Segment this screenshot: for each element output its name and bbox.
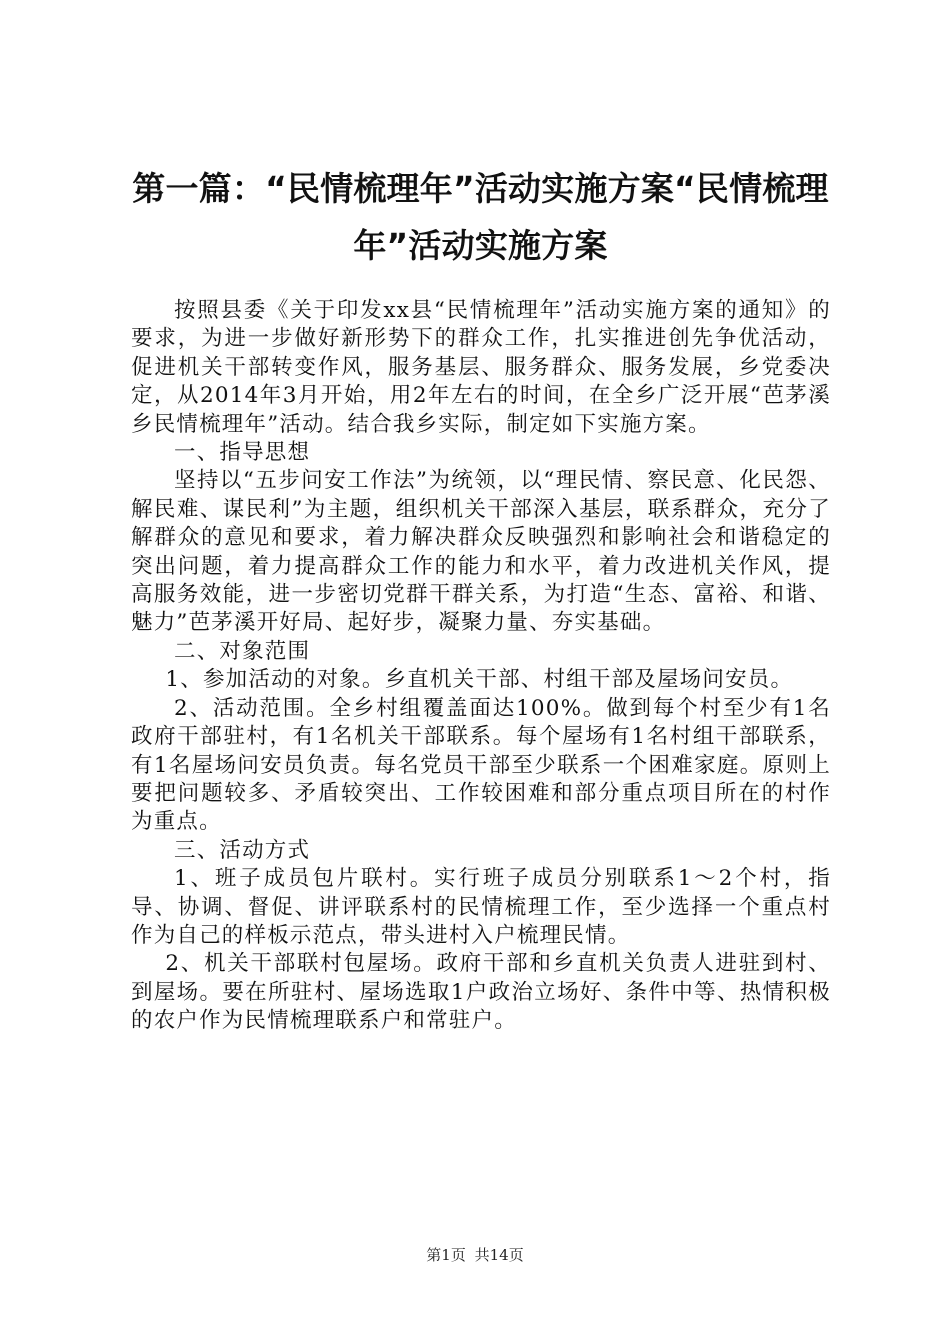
document-title: 第一篇：“民情梳理年”活动实施方案“民情梳理年”活动实施方案 [132, 169, 829, 265]
scope-item-2: 2、活动范围。全乡村组覆盖面达100%。做到每个村至少有1名政府干部驻村，有1名机关干部联系。每个屋场有1名村组干部联系，有1名屋场问安员负责。每名党员干部至少联系一个困难家庭。原则上要把问题较多、矛盾较突出、工作较困难和部分重点项目所在的村作为重点。 [131, 695, 831, 835]
section-heading-method: 三、活动方式 [174, 837, 311, 863]
method-item-2: 2、机关干部联村包屋场。政府干部和乡直机关负责人进驻到村、到屋场。要在所驻村、屋场选取1户政治立场好、条件中等、热情积极的农户作为民情梳理联系户和常驻户。 [131, 951, 831, 1034]
section-heading-guiding-thought: 一、指导思想 [174, 440, 311, 466]
page-number: 第1页 [426, 1246, 466, 1264]
scope-item-1: 1、参加活动的对象。乡直机关干部、村组干部及屋场问安员。 [165, 667, 794, 693]
page-total: 共14页 [474, 1246, 524, 1264]
intro-paragraph: 按照县委《关于印发xx县“民情梳理年”活动实施方案的通知》的要求，为进一步做好新形势下的群众工作，扎实推进创先争优活动，促进机关干部转变作风，服务基层、服务群众、服务发展，乡党委决定，从2014年3月开始，用2年左右的时间，在全乡广泛开展“芭茅溪乡民情梳理年”活动。结合我乡实际，制定如下实施方案。 [131, 298, 831, 437]
document-body [131, 297, 831, 1036]
guiding-thought-paragraph: 坚持以“五步问安工作法”为统领，以“理民情、察民意、化民怨、解民难、谋民利”为主题，组织机关干部深入基层，联系群众，充分了解群众的意见和要求，着力解决群众反映强烈和影响社会和谐稳定的突出问题，着力提高群众工作的能力和水平，着力改进机关作风，提高服务效能，进一步密切党群干群关系，为打造“生态、富裕、和谐、魅力”芭茅溪开好局、起好步，凝聚力量、夯实基础。 [131, 468, 831, 636]
page-footer [0, 1245, 950, 1265]
method-item-1: 1、班子成员包片联村。实行班子成员分别联系1～2个村，指导、协调、督促、讲评联系村的民情梳理工作，至少选择一个重点村作为自己的样板示范点，带头进村入户梳理民情。 [131, 866, 831, 948]
section-heading-scope: 二、对象范围 [174, 638, 311, 664]
